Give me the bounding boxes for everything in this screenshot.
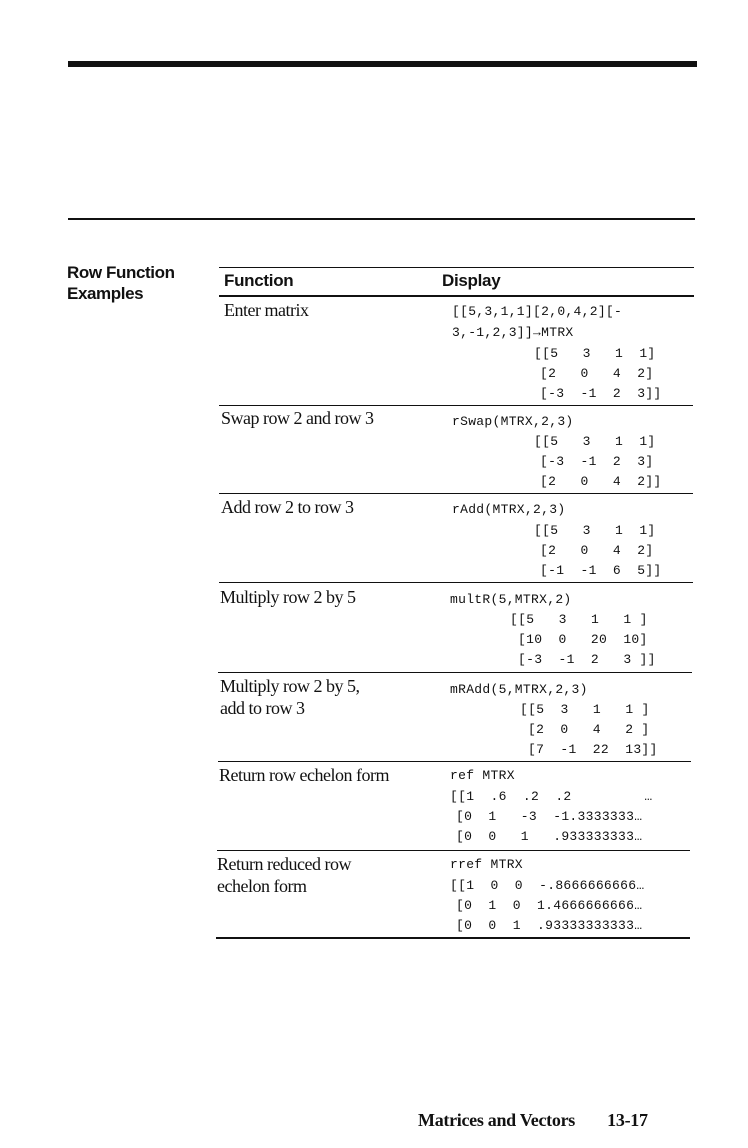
row-3-function	[221, 496, 354, 518]
function-line: Multiply row 2 by 5	[220, 587, 356, 607]
function-line: Multiply row 2 by 5,	[220, 676, 360, 696]
display-line: rref MTRX	[450, 857, 523, 872]
row-5-function	[220, 675, 360, 719]
display-line: [-3 -1 2 3 ]]	[518, 652, 656, 667]
top-rule	[68, 61, 697, 67]
display-line: 3,-1,2,3]]→MTRX	[452, 325, 574, 340]
display-line: [0 0 1 .933333333…	[456, 829, 643, 844]
function-column-header: Function	[224, 271, 294, 290]
display-line: rSwap(MTRX,2,3)	[452, 414, 574, 429]
page-number: 13-17	[607, 1110, 648, 1130]
display-line: [[5 3 1 1 ]	[510, 612, 648, 627]
row-1-function	[224, 299, 308, 321]
function-line: Enter matrix	[224, 300, 309, 320]
row-6-function	[219, 764, 389, 786]
display-line: [2 0 4 2]]	[540, 474, 662, 489]
row-divider	[219, 582, 693, 583]
table-bottom-rule	[216, 937, 690, 939]
display-line: [[5 3 1 1]	[534, 434, 656, 449]
display-line: [10 0 20 10]	[518, 632, 648, 647]
display-line: [2 0 4 2 ]	[528, 722, 650, 737]
display-line: [[5 3 1 1]	[534, 346, 656, 361]
display-line: [[5 3 1 1 ]	[520, 702, 650, 717]
display-line: [[5 3 1 1]	[534, 523, 656, 538]
display-line: rAdd(MTRX,2,3)	[452, 502, 566, 517]
row-divider	[217, 850, 690, 851]
row-divider	[218, 672, 692, 673]
display-line: [[5,3,1,1][2,0,4,2][-	[452, 304, 623, 319]
row-4-function	[220, 586, 356, 608]
display-line: [7 -1 22 13]]	[528, 742, 658, 757]
display-line: [0 1 0 1.4666666666…	[456, 898, 643, 913]
function-line: Swap row 2 and row 3	[221, 408, 374, 428]
side-heading	[67, 262, 207, 304]
display-line: [-1 -1 6 5]]	[540, 563, 662, 578]
function-line: echelon form	[217, 876, 307, 896]
display-line: [[1 0 0 -.8666666666…	[450, 878, 645, 893]
display-line: [-3 -1 2 3]]	[540, 386, 662, 401]
display-line: [0 1 -3 -1.3333333…	[456, 809, 643, 824]
page-footer	[418, 1110, 648, 1131]
display-column-header: Display	[442, 271, 501, 290]
display-line: multR(5,MTRX,2)	[450, 592, 572, 607]
row-divider	[219, 405, 693, 406]
footer-title: Matrices and Vectors	[418, 1110, 575, 1130]
display-line: mRAdd(5,MTRX,2,3)	[450, 682, 588, 697]
header-rule	[219, 295, 694, 297]
display-line: [[1 .6 .2 .2 …	[450, 789, 653, 804]
function-line: Add row 2 to row 3	[221, 497, 354, 517]
function-line: add to row 3	[220, 698, 305, 718]
display-line: ref MTRX	[450, 768, 515, 783]
side-heading-line-1: Row Function	[67, 263, 175, 282]
function-line: Return reduced row	[217, 854, 351, 874]
row-7-function	[217, 853, 351, 897]
display-line: [0 0 1 .93333333333…	[456, 918, 643, 933]
display-line: [-3 -1 2 3]	[540, 454, 654, 469]
row-2-function	[221, 407, 373, 429]
row-divider	[218, 761, 691, 762]
table-top-rule	[219, 267, 694, 268]
display-line: [2 0 4 2]	[540, 543, 654, 558]
section-rule	[68, 218, 695, 220]
side-heading-line-2: Examples	[67, 284, 144, 303]
row-divider	[219, 493, 693, 494]
function-line: Return row echelon form	[219, 765, 389, 785]
display-line: [2 0 4 2]	[540, 366, 654, 381]
